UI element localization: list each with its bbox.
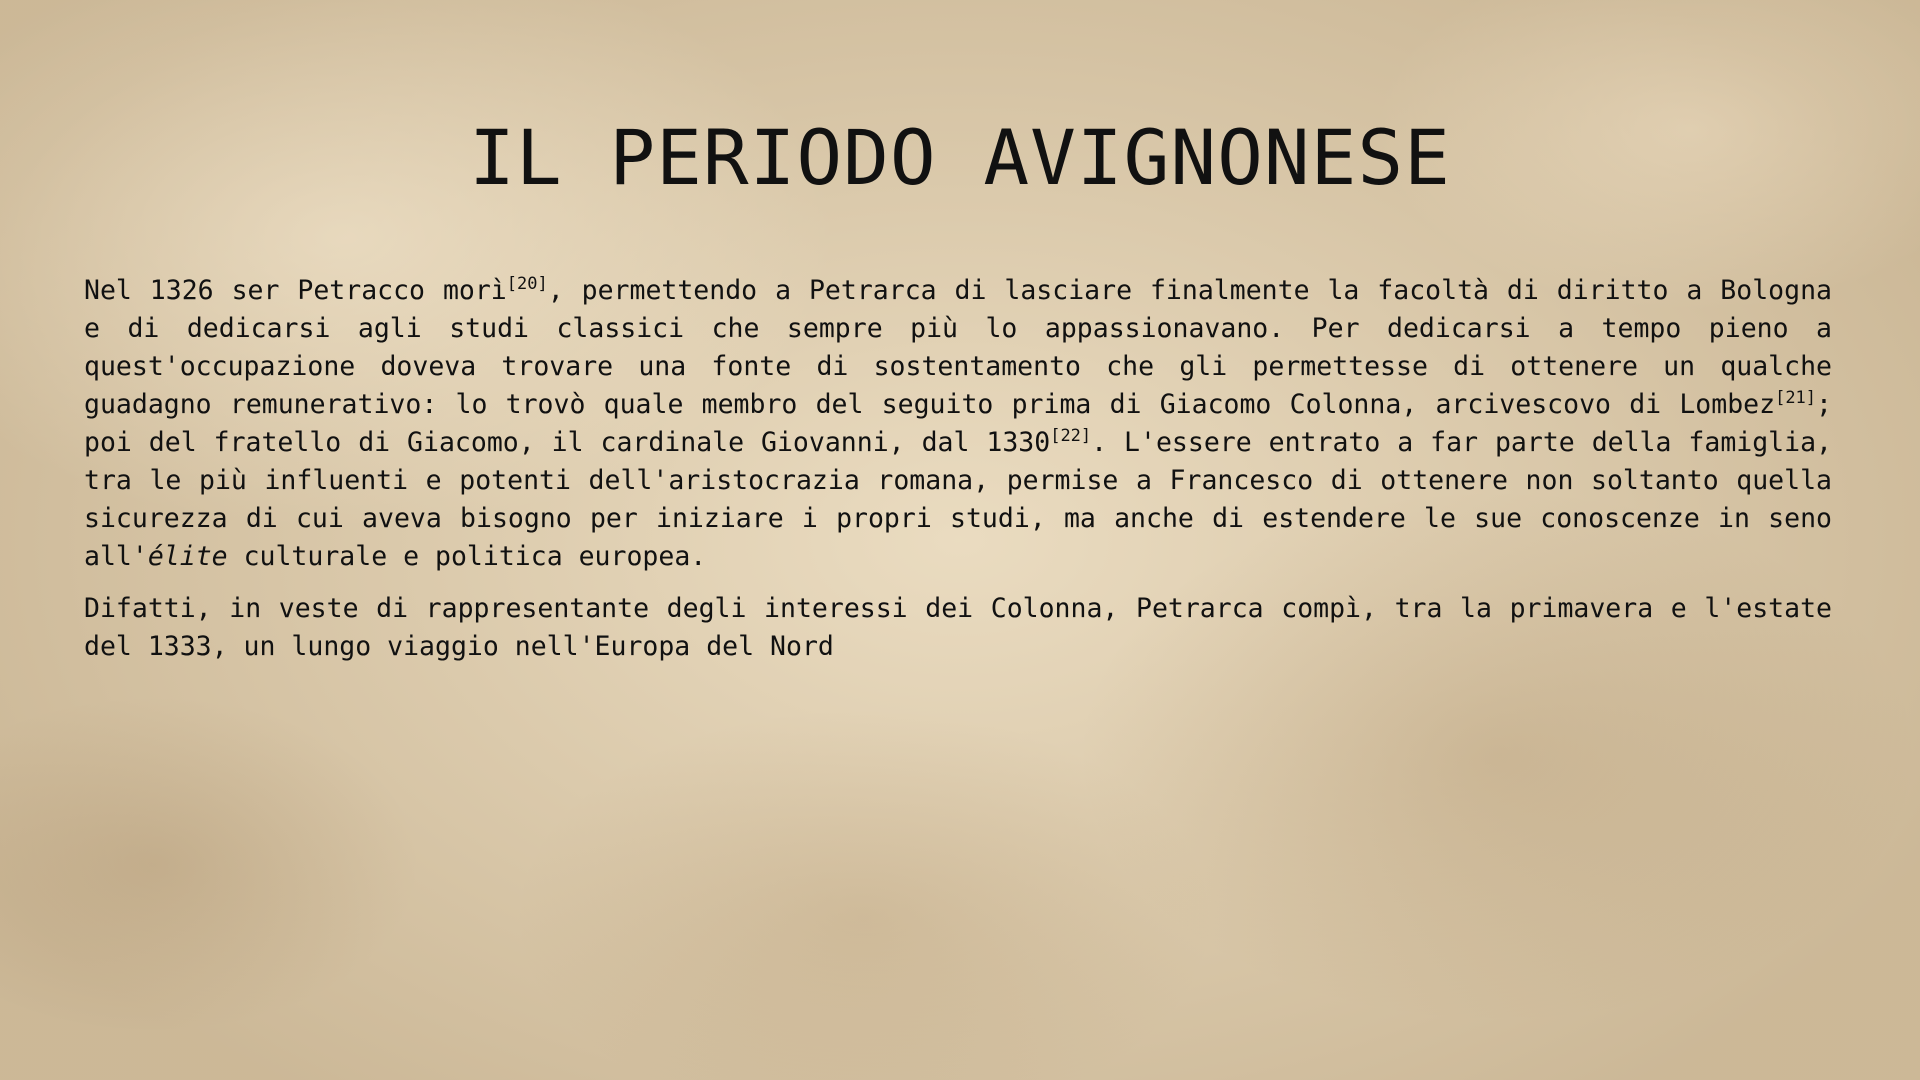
italic-word-elite: élite bbox=[147, 541, 228, 572]
footnote-ref-22[interactable]: [22] bbox=[1050, 426, 1092, 446]
paragraph-1-text-4: . L'essere entrato a far parte della famiglia, tra le più influenti e potenti dell'aristocrazia romana, permise a Francesco di ottenere non soltanto quella sicurezza di cui aveva bisogno per iniziare i propri studi, ma anche di estendere le sue conoscenze in seno all' bbox=[84, 427, 1833, 572]
body-text bbox=[84, 272, 1832, 680]
paragraph-1 bbox=[84, 272, 1832, 576]
paragraph-1-text-3: ; poi del fratello di Giacomo, il cardinale Giovanni, dal 1330 bbox=[84, 389, 1832, 458]
paragraph-1-text-2: , permettendo a Petrarca di lasciare finalmente la facoltà di diritto a Bologna e di dedicarsi agli studi classici che sempre più lo appassionavano. Per dedicarsi a tempo pieno a quest'occupazione doveva trovare una fonte di sostentamento che gli permettesse di ottenere un qualche guadagno remunerativo: lo trovò quale membro del seguito prima di Giacomo Colonna, arcivescovo di Lombez bbox=[84, 275, 1832, 420]
footnote-ref-21[interactable]: [21] bbox=[1775, 388, 1817, 408]
page-title: IL PERIODO AVIGNONESE bbox=[469, 113, 1451, 202]
footnote-ref-20[interactable]: [20] bbox=[506, 274, 548, 294]
paragraph-1-text-1: Nel 1326 ser Petracco morì bbox=[84, 275, 507, 306]
paragraph-1-text-5: culturale e politica europea. bbox=[227, 541, 707, 572]
paragraph-2: Difatti, in veste di rappresentante degli interessi dei Colonna, Petrarca compì, tra la primavera e l'estate del 1333, un lungo viaggio nell'Europa del Nord bbox=[84, 593, 1832, 662]
